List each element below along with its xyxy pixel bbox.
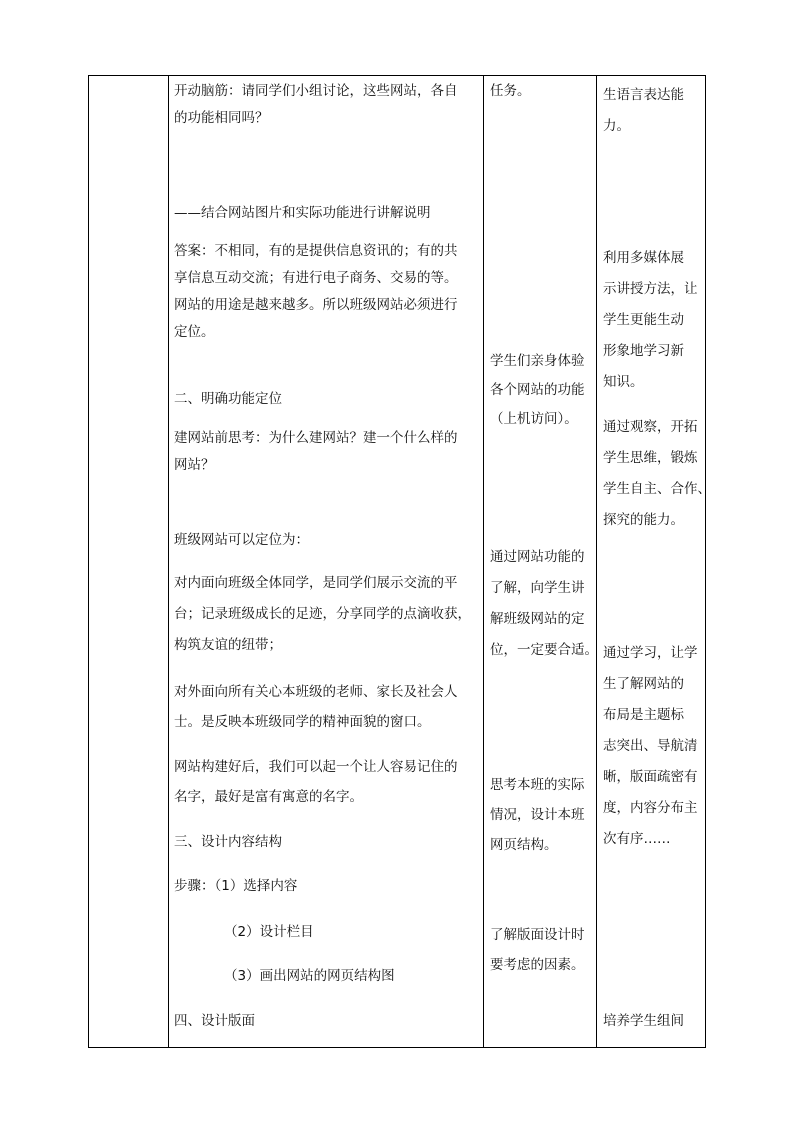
intent-observation: 通过观察，开拓 学生思维，锻炼 学生自主、合作、 探究的能力。 [603, 419, 711, 528]
section-heading-2: 二、明确功能定位 [174, 391, 282, 407]
teaching-content-cell [169, 76, 483, 1047]
external-positioning: 对外面向所有关心本班级的老师、家长及社会人 士。是反映本班级同学的精神面貌的窗口。 [174, 684, 458, 730]
section-heading-4: 四、设计版面 [174, 1013, 255, 1029]
section-heading-3: 三、设计内容结构 [174, 834, 282, 850]
intent-layout-learning: 通过学习，让学 生了解网站的 布局是主题标 志突出、导航清 晰，版面疏密有 度，内容分布主 次有序…… [603, 645, 698, 847]
step-3: （3）画出网站的网页结构图 [224, 968, 395, 984]
lesson-plan-table [88, 75, 711, 1048]
explanation-note: ——结合网站图片和实际功能进行讲解说明 [174, 205, 431, 221]
student-activity-cell [484, 76, 596, 1047]
step-1: 步骤：（1）选择内容 [174, 878, 298, 894]
activity-layout: 了解版面设计时 要考虑的因素。 [490, 927, 585, 973]
pre-build-question: 建网站前思考：为什么建网站？建一个什么样的 网站？ [174, 430, 458, 473]
design-intent-cell [597, 76, 711, 1047]
discussion-prompt: 开动脑筋：请同学们小组讨论，这些网站，各自 的功能相同吗？ [174, 83, 458, 126]
column-1-cell [89, 76, 168, 1047]
step-2: （2）设计栏目 [224, 924, 314, 940]
intent-expression: 生语言表达能 力。 [603, 87, 684, 134]
answer-paragraph: 答案：不相同，有的是提供信息资讯的；有的共 享信息互动交流；有进行电子商务、交易的等。 网站的用途是越来越多。所以班级网站必须进行 定位。 [174, 243, 458, 340]
intent-multimedia: 利用多媒体展 示讲授方法，让 学生更能生动 形象地学习新 知识。 [603, 250, 698, 390]
internal-positioning: 对内面向班级全体同学，是同学们展示交流的平 台；记录班级成长的足迹，分享同学的点滴收获， 构筑友谊的纽带； [174, 575, 471, 653]
activity-understand: 通过网站功能的 了解，向学生讲 解班级网站的定 位，一定要合适。 [490, 549, 598, 658]
activity-task: 任务。 [490, 83, 531, 99]
positioning-intro: 班级网站可以定位为： [174, 532, 309, 548]
activity-experience: 学生们亲身体验 各个网站的功能 （上机访问）。 [490, 353, 585, 427]
naming-paragraph: 网站构建好后，我们可以起一个让人容易记住的 名字，最好是富有寓意的名字。 [174, 759, 458, 805]
activity-think: 思考本班的实际 情况，设计本班 网页结构。 [490, 777, 585, 853]
intent-group: 培养学生组间 [603, 1013, 684, 1029]
